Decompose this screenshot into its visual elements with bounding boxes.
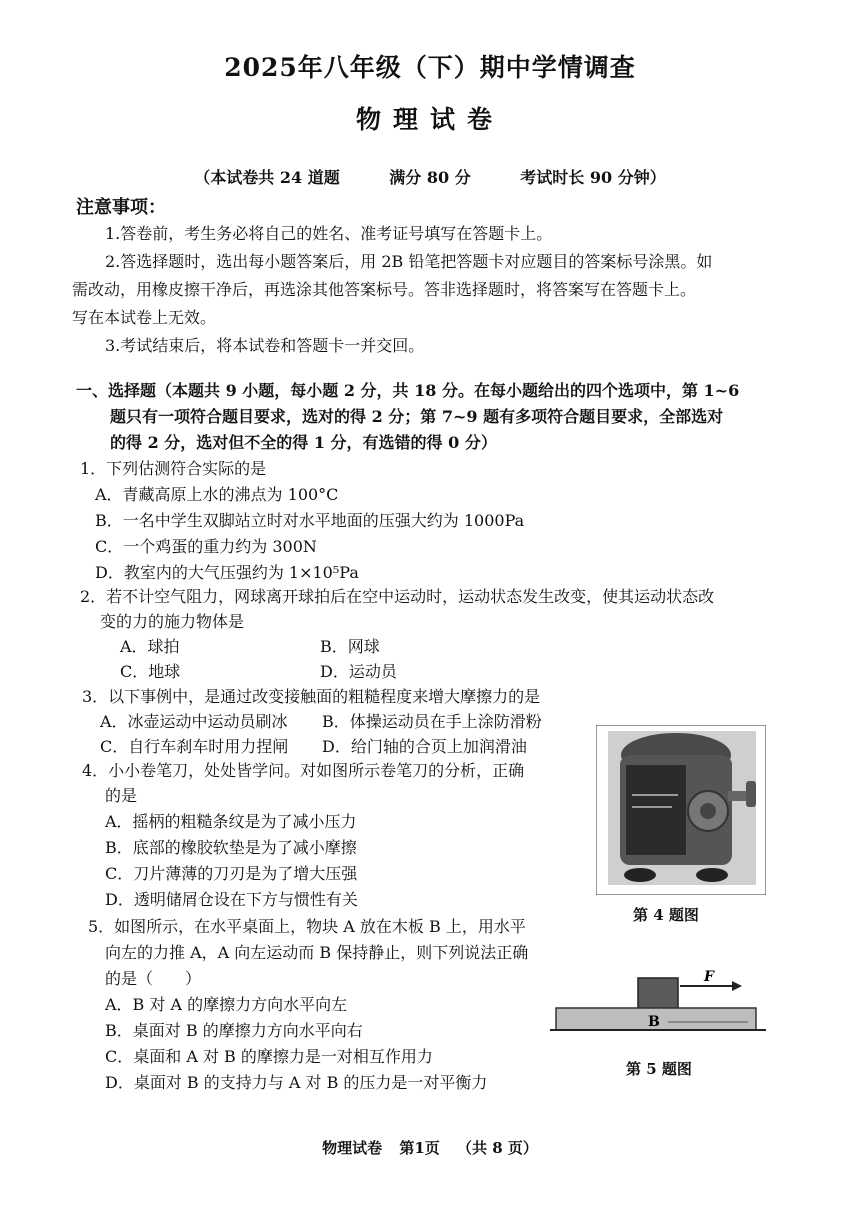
block-board-figure xyxy=(550,970,770,1040)
option: C．一个鸡蛋的重力约为 300N xyxy=(95,537,317,556)
question-count: （本试卷共 24 道题 xyxy=(194,168,340,187)
notice-heading: 注意事项： xyxy=(76,197,166,218)
page-subtitle: 物理试卷 xyxy=(355,105,504,134)
footer-total: （共 8 页） xyxy=(457,1139,538,1157)
question-stem: 3．以下事例中，是通过改变接触面的粗糙程度来增大摩擦力的是 xyxy=(82,687,541,706)
option: A．摇柄的粗糙条纹是为了减小压力 xyxy=(105,812,357,831)
notice-item: 3.考试结束后，将本试卷和答题卡一并交回。 xyxy=(105,336,425,355)
question-stem: 变的力的施力物体是 xyxy=(100,612,245,631)
option: C．桌面和 A 对 B 的摩擦力是一对相互作用力 xyxy=(105,1047,433,1066)
option: D．运动员 xyxy=(320,662,397,681)
option: C．地球 xyxy=(120,662,181,681)
footer-page: 第1页 xyxy=(399,1139,440,1157)
figure-4-label: 第 4 题图 xyxy=(633,906,699,924)
notice-item: 需改动，用橡皮擦干净后，再选涂其他答案标号。答非选择题时，将答案写在答题卡上。 xyxy=(72,280,697,299)
option: B．底部的橡胶软垫是为了减小摩擦 xyxy=(105,838,357,857)
question-stem: 向左的力推 A，A 向左运动而 B 保持静止，则下列说法正确 xyxy=(105,943,529,962)
option: A．球拍 xyxy=(120,637,180,656)
notice-item: 2.答选择题时，选出每小题答案后，用 2B 铅笔把答题卡对应题目的答案标号涂黑。如 xyxy=(105,252,713,271)
option: A．青藏高原上水的沸点为 100°C xyxy=(95,485,339,504)
option: B．体操运动员在手上涂防滑粉 xyxy=(322,712,542,731)
full-score: 满分 80 分 xyxy=(389,168,471,187)
block-a xyxy=(638,978,678,1008)
duration: 考试时长 90 分钟） xyxy=(520,168,666,187)
board-label: B xyxy=(648,1014,660,1030)
question-stem: 1．下列估测符合实际的是 xyxy=(80,459,267,478)
footer-subject: 物理试卷 xyxy=(322,1139,383,1157)
pencil-sharpener-figure xyxy=(596,725,766,895)
option: B．桌面对 B 的摩擦力方向水平向右 xyxy=(105,1021,363,1040)
question-stem: 4．小小卷笔刀，处处皆学问。对如图所示卷笔刀的分析，正确 xyxy=(82,761,525,780)
section-header: 一、选择题（本题共 9 小题，每小题 2 分，共 18 分。在每小题给出的四个选项中，第 1~6 xyxy=(76,381,740,400)
section-header: 的得 2 分，选对但不全的得 1 分，有选错的得 0 分） xyxy=(110,433,497,452)
section-header: 题只有一项符合题目要求，选对的得 2 分；第 7~9 题有多项符合题目要求，全部选对 xyxy=(110,407,724,426)
option: A．B 对 A 的摩擦力方向水平向左 xyxy=(105,995,348,1014)
option: D．给门轴的合页上加润滑油 xyxy=(322,737,527,756)
option: C．刀片薄薄的刀刃是为了增大压强 xyxy=(105,864,358,883)
force-label: F xyxy=(704,970,714,985)
option: D．桌面对 B 的支持力与 A 对 B 的压力是一对平衡力 xyxy=(105,1073,488,1092)
option: B．网球 xyxy=(320,637,380,656)
arrow-icon xyxy=(732,981,742,991)
option: D．透明储屑仓设在下方与惯性有关 xyxy=(105,890,358,909)
figure-5-label: 第 5 题图 xyxy=(626,1060,692,1078)
option: C．自行车刹车时用力捏闸 xyxy=(100,737,289,756)
notice-item: 1.答卷前，考生务必将自己的姓名、准考证号填写在答题卡上。 xyxy=(105,224,553,243)
page-footer xyxy=(0,1137,860,1158)
question-stem: 的是 xyxy=(105,786,138,805)
option: A．冰壶运动中运动员刷冰 xyxy=(100,712,288,731)
question-stem: 的是（ ） xyxy=(105,969,202,988)
question-stem: 2．若不计空气阻力，网球离开球拍后在空中运动时，运动状态发生改变，使其运动状态改 xyxy=(80,587,715,606)
question-stem: 5．如图所示，在水平桌面上，物块 A 放在木板 B 上，用水平 xyxy=(88,917,526,936)
page-title: 2025年八年级（下）期中学情调查 xyxy=(224,53,636,82)
option: B．一名中学生双脚站立时对水平地面的压强大约为 1000Pa xyxy=(95,511,525,530)
option: D．教室内的大气压强约为 1×10⁵Pa xyxy=(95,563,359,582)
notice-item: 写在本试卷上无效。 xyxy=(72,308,217,327)
exam-info xyxy=(0,165,860,188)
